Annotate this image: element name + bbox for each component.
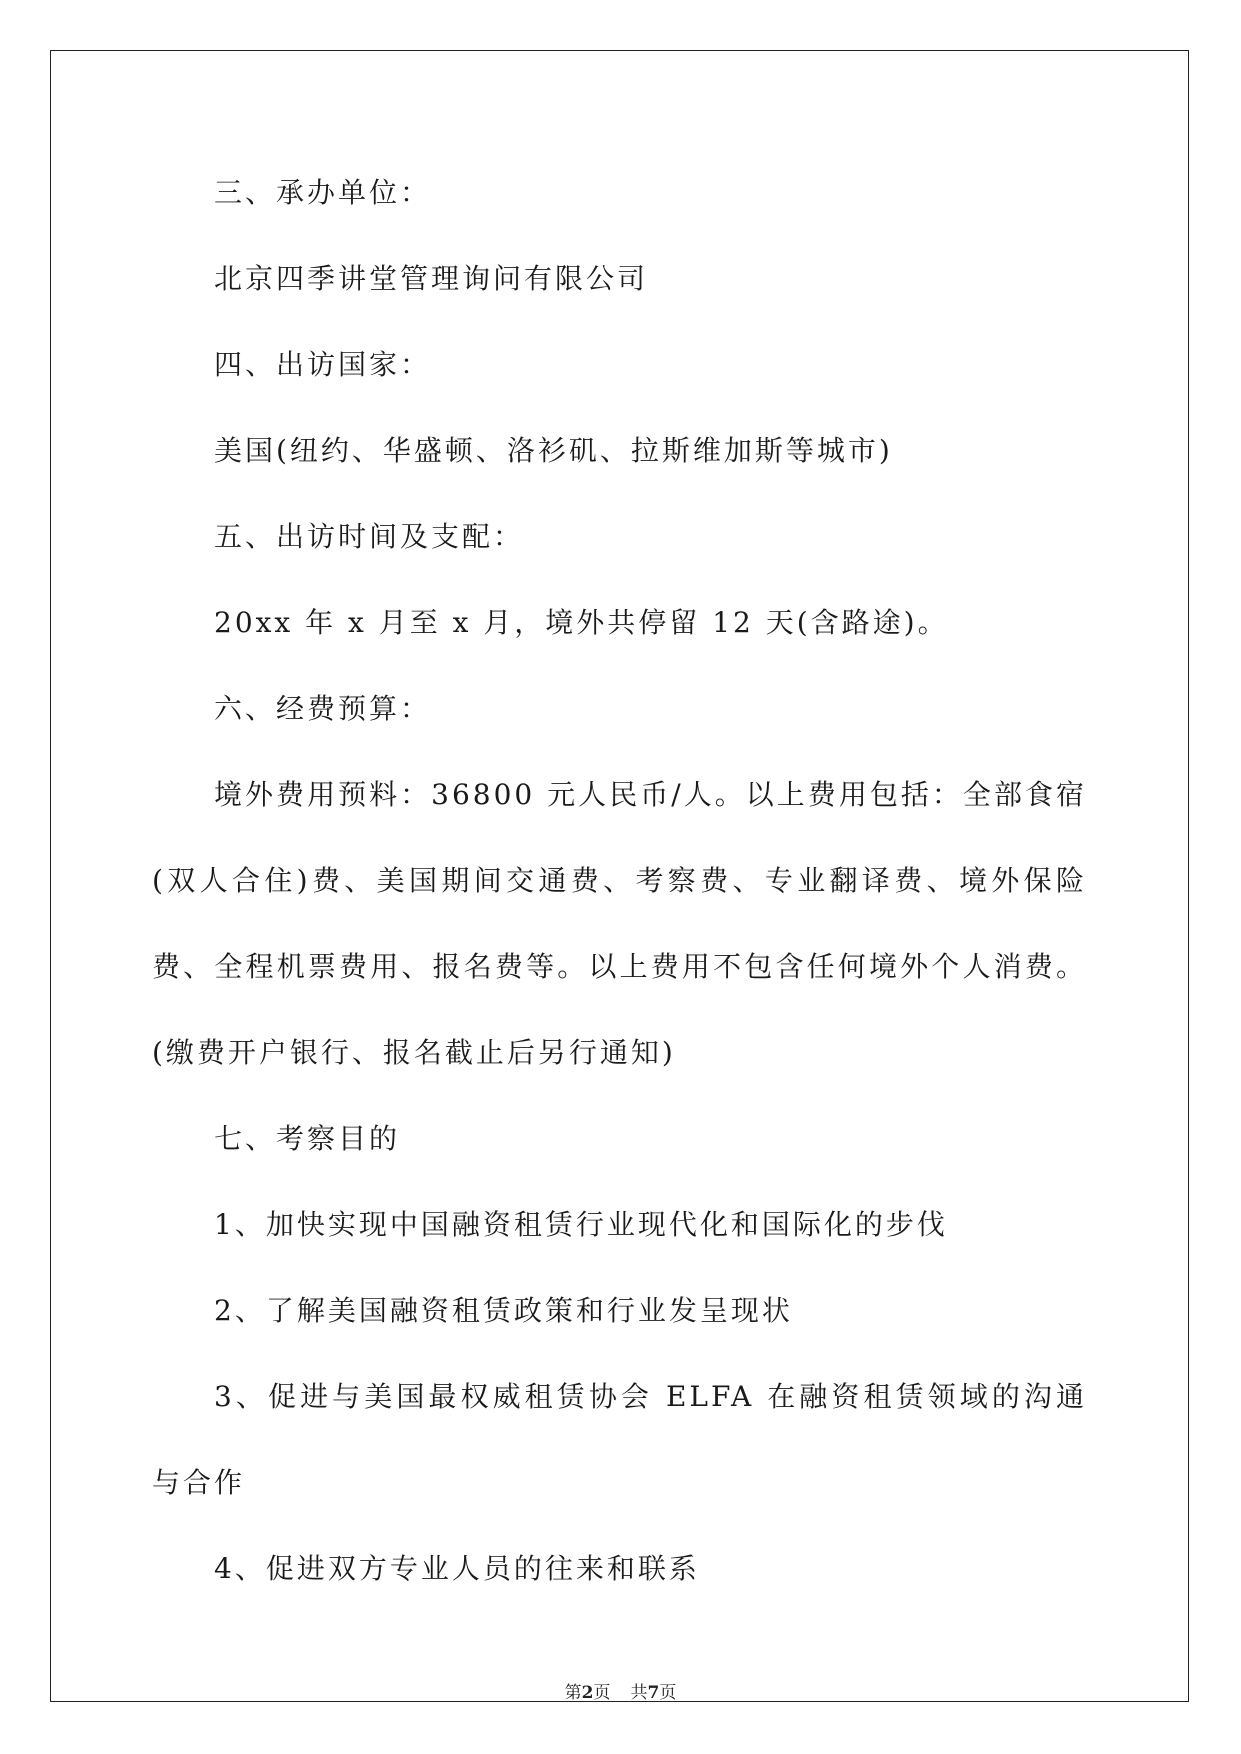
schedule-text: 20xx 年 x 月至 x 月，境外共停留 12 天(含路途)。 [214,606,949,639]
page-prefix: 第 [564,1683,582,1703]
purpose-item-3: 3、促进与美国最权威租赁协会 ELFA 在融资租赁领域的沟通与合作 [152,1380,1087,1499]
section-heading-purpose: 七、考察目的 [214,1122,401,1155]
section-heading-countries: 四、出访国家： [214,348,432,381]
document-body [152,150,1087,1612]
total-suffix: 页 [659,1683,677,1703]
section-heading-organizer: 三、承办单位： [214,176,432,209]
section-heading-budget: 六、经费预算： [214,692,432,725]
purpose-item-2: 2、了解美国融资租赁政策和行业发呈现状 [214,1294,793,1327]
purpose-item-1: 1、加快实现中国融资租赁行业现代化和国际化的步伐 [214,1208,948,1241]
organizer-name: 北京四季讲堂管理询问有限公司 [214,262,649,295]
page-footer [0,1678,1241,1703]
section-heading-schedule: 五、出访时间及支配： [214,520,525,553]
page-current: 2 [581,1683,594,1703]
total-prefix: 共 [630,1683,648,1703]
budget-text: 境外费用预料：36800 元人民币/人。以上费用包括：全部食宿(双人合住)费、美国期间交通费、考察费、专业翻译费、境外保险费、全程机票费用、报名费等。以上费用不包含任何境外个人消费。(缴费开户银行、报名截止后另行通知) [152,778,1087,1069]
page-suffix: 页 [593,1683,611,1703]
countries-text: 美国(纽约、华盛顿、洛衫矶、拉斯维加斯等城市) [214,434,893,467]
purpose-item-4: 4、促进双方专业人员的往来和联系 [214,1552,700,1585]
page-total: 7 [647,1683,660,1703]
